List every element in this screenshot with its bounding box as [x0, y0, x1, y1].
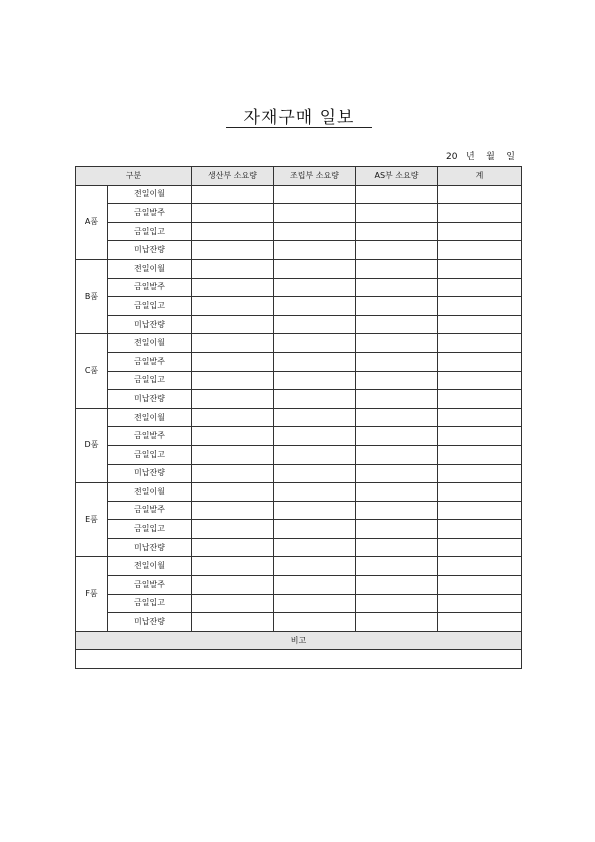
- input-cell[interactable]: [274, 390, 356, 409]
- input-cell[interactable]: [356, 352, 438, 371]
- input-cell[interactable]: [356, 185, 438, 204]
- table-row: [76, 594, 522, 613]
- date-line: 20 년 월 일: [445, 152, 515, 162]
- input-cell[interactable]: [274, 594, 356, 613]
- group-label: E품: [76, 483, 108, 557]
- table-row: [76, 259, 522, 278]
- input-cell[interactable]: [438, 594, 522, 613]
- input-cell[interactable]: [274, 315, 356, 334]
- input-cell[interactable]: [356, 408, 438, 427]
- input-cell[interactable]: [274, 259, 356, 278]
- input-cell[interactable]: [192, 613, 274, 632]
- input-cell[interactable]: [192, 278, 274, 297]
- input-cell[interactable]: [356, 613, 438, 632]
- input-cell[interactable]: [356, 297, 438, 316]
- input-cell[interactable]: [356, 222, 438, 241]
- input-cell[interactable]: [438, 520, 522, 539]
- row-label: 미납잔량: [108, 315, 192, 334]
- input-cell[interactable]: [438, 576, 522, 595]
- input-cell[interactable]: [356, 576, 438, 595]
- row-label: 금일발주: [108, 204, 192, 223]
- input-cell[interactable]: [192, 501, 274, 520]
- input-cell[interactable]: [438, 222, 522, 241]
- input-cell[interactable]: [274, 445, 356, 464]
- input-cell[interactable]: [438, 464, 522, 483]
- input-cell[interactable]: [356, 371, 438, 390]
- input-cell[interactable]: [356, 520, 438, 539]
- input-cell[interactable]: [192, 315, 274, 334]
- input-cell[interactable]: [274, 576, 356, 595]
- row-label: 전일이월: [108, 185, 192, 204]
- input-cell[interactable]: [438, 408, 522, 427]
- input-cell[interactable]: [274, 204, 356, 223]
- row-label: 미납잔량: [108, 613, 192, 632]
- table-row: [76, 315, 522, 334]
- input-cell[interactable]: [274, 185, 356, 204]
- input-cell[interactable]: [356, 538, 438, 557]
- input-cell[interactable]: [438, 185, 522, 204]
- table-row: [76, 464, 522, 483]
- row-label: 금일입고: [108, 371, 192, 390]
- header-total: 계: [438, 167, 522, 186]
- table-row: [76, 185, 522, 204]
- input-cell[interactable]: [274, 352, 356, 371]
- table-row: [76, 334, 522, 353]
- input-cell[interactable]: [192, 204, 274, 223]
- input-cell[interactable]: [438, 278, 522, 297]
- header-assembly: 조립부 소요량: [274, 167, 356, 186]
- input-cell[interactable]: [438, 501, 522, 520]
- input-cell[interactable]: [356, 464, 438, 483]
- row-label: 금일입고: [108, 594, 192, 613]
- purchase-report-table: [75, 166, 522, 669]
- table-row: [76, 445, 522, 464]
- table-row: [76, 538, 522, 557]
- group-label: F품: [76, 557, 108, 631]
- input-cell[interactable]: [274, 557, 356, 576]
- table-row: [76, 241, 522, 260]
- table-row: [76, 483, 522, 502]
- input-cell[interactable]: [274, 278, 356, 297]
- row-label: 금일입고: [108, 520, 192, 539]
- input-cell[interactable]: [274, 427, 356, 446]
- input-cell[interactable]: [438, 259, 522, 278]
- input-cell[interactable]: [356, 501, 438, 520]
- input-cell[interactable]: [192, 483, 274, 502]
- input-cell[interactable]: [274, 334, 356, 353]
- row-label: 금일발주: [108, 576, 192, 595]
- header-as: AS부 소요량: [356, 167, 438, 186]
- input-cell[interactable]: [192, 185, 274, 204]
- input-cell[interactable]: [192, 557, 274, 576]
- row-label: 전일이월: [108, 483, 192, 502]
- header-category: 구분: [76, 167, 192, 186]
- row-label: 미납잔량: [108, 464, 192, 483]
- input-cell[interactable]: [438, 297, 522, 316]
- input-cell[interactable]: [356, 278, 438, 297]
- row-label: 금일발주: [108, 427, 192, 446]
- input-cell[interactable]: [356, 241, 438, 260]
- input-cell[interactable]: [274, 538, 356, 557]
- input-cell[interactable]: [192, 390, 274, 409]
- remarks-field[interactable]: [76, 650, 522, 669]
- row-label: 전일이월: [108, 557, 192, 576]
- title-underline: [226, 127, 372, 128]
- input-cell[interactable]: [438, 204, 522, 223]
- row-label: 전일이월: [108, 408, 192, 427]
- table-row: [76, 613, 522, 632]
- row-label: 금일입고: [108, 222, 192, 241]
- input-cell[interactable]: [356, 259, 438, 278]
- input-cell[interactable]: [356, 334, 438, 353]
- input-cell[interactable]: [192, 259, 274, 278]
- input-cell[interactable]: [274, 483, 356, 502]
- table-row: [76, 204, 522, 223]
- input-cell[interactable]: [356, 594, 438, 613]
- input-cell[interactable]: [192, 222, 274, 241]
- row-label: 미납잔량: [108, 538, 192, 557]
- table-row: [76, 222, 522, 241]
- input-cell[interactable]: [192, 352, 274, 371]
- input-cell[interactable]: [438, 334, 522, 353]
- input-cell[interactable]: [356, 445, 438, 464]
- row-label: 미납잔량: [108, 241, 192, 260]
- table-body: [76, 185, 522, 631]
- input-cell[interactable]: [438, 427, 522, 446]
- table-row: [76, 427, 522, 446]
- row-label: 금일발주: [108, 352, 192, 371]
- input-cell[interactable]: [192, 408, 274, 427]
- input-cell[interactable]: [438, 241, 522, 260]
- input-cell[interactable]: [192, 576, 274, 595]
- row-label: 금일발주: [108, 278, 192, 297]
- input-cell[interactable]: [192, 520, 274, 539]
- input-cell[interactable]: [356, 557, 438, 576]
- document-title: 자재구매 일보: [243, 108, 355, 128]
- input-cell[interactable]: [274, 297, 356, 316]
- input-cell[interactable]: [274, 464, 356, 483]
- input-cell[interactable]: [192, 445, 274, 464]
- group-label: B품: [76, 259, 108, 333]
- input-cell[interactable]: [274, 520, 356, 539]
- input-cell[interactable]: [438, 483, 522, 502]
- input-cell[interactable]: [274, 613, 356, 632]
- table-row: [76, 501, 522, 520]
- remarks-header: 비고: [76, 631, 522, 650]
- input-cell[interactable]: [438, 538, 522, 557]
- input-cell[interactable]: [274, 371, 356, 390]
- row-label: 금일입고: [108, 445, 192, 464]
- table-row: [76, 557, 522, 576]
- input-cell[interactable]: [192, 297, 274, 316]
- row-label: 금일입고: [108, 297, 192, 316]
- input-cell[interactable]: [438, 557, 522, 576]
- row-label: 전일이월: [108, 334, 192, 353]
- input-cell[interactable]: [356, 483, 438, 502]
- table-row: [76, 390, 522, 409]
- input-cell[interactable]: [274, 408, 356, 427]
- input-cell[interactable]: [274, 241, 356, 260]
- input-cell[interactable]: [438, 371, 522, 390]
- table-row: [76, 520, 522, 539]
- input-cell[interactable]: [192, 594, 274, 613]
- input-cell[interactable]: [356, 315, 438, 334]
- group-label: C품: [76, 334, 108, 408]
- input-cell[interactable]: [438, 390, 522, 409]
- table-row: [76, 371, 522, 390]
- table-row: [76, 576, 522, 595]
- input-cell[interactable]: [192, 371, 274, 390]
- table-row: [76, 297, 522, 316]
- input-cell[interactable]: [192, 334, 274, 353]
- input-cell[interactable]: [192, 427, 274, 446]
- input-cell[interactable]: [438, 352, 522, 371]
- table-row: [76, 408, 522, 427]
- input-cell[interactable]: [438, 613, 522, 632]
- input-cell[interactable]: [274, 222, 356, 241]
- row-label: 미납잔량: [108, 390, 192, 409]
- input-cell[interactable]: [356, 390, 438, 409]
- group-label: D품: [76, 408, 108, 482]
- row-label: 전일이월: [108, 259, 192, 278]
- input-cell[interactable]: [192, 241, 274, 260]
- input-cell[interactable]: [356, 427, 438, 446]
- input-cell[interactable]: [192, 538, 274, 557]
- input-cell[interactable]: [356, 204, 438, 223]
- group-label: A품: [76, 185, 108, 259]
- input-cell[interactable]: [438, 445, 522, 464]
- header-production: 생산부 소요량: [192, 167, 274, 186]
- input-cell[interactable]: [192, 464, 274, 483]
- input-cell[interactable]: [438, 315, 522, 334]
- table-row: [76, 278, 522, 297]
- table-row: [76, 352, 522, 371]
- input-cell[interactable]: [274, 501, 356, 520]
- row-label: 금일발주: [108, 501, 192, 520]
